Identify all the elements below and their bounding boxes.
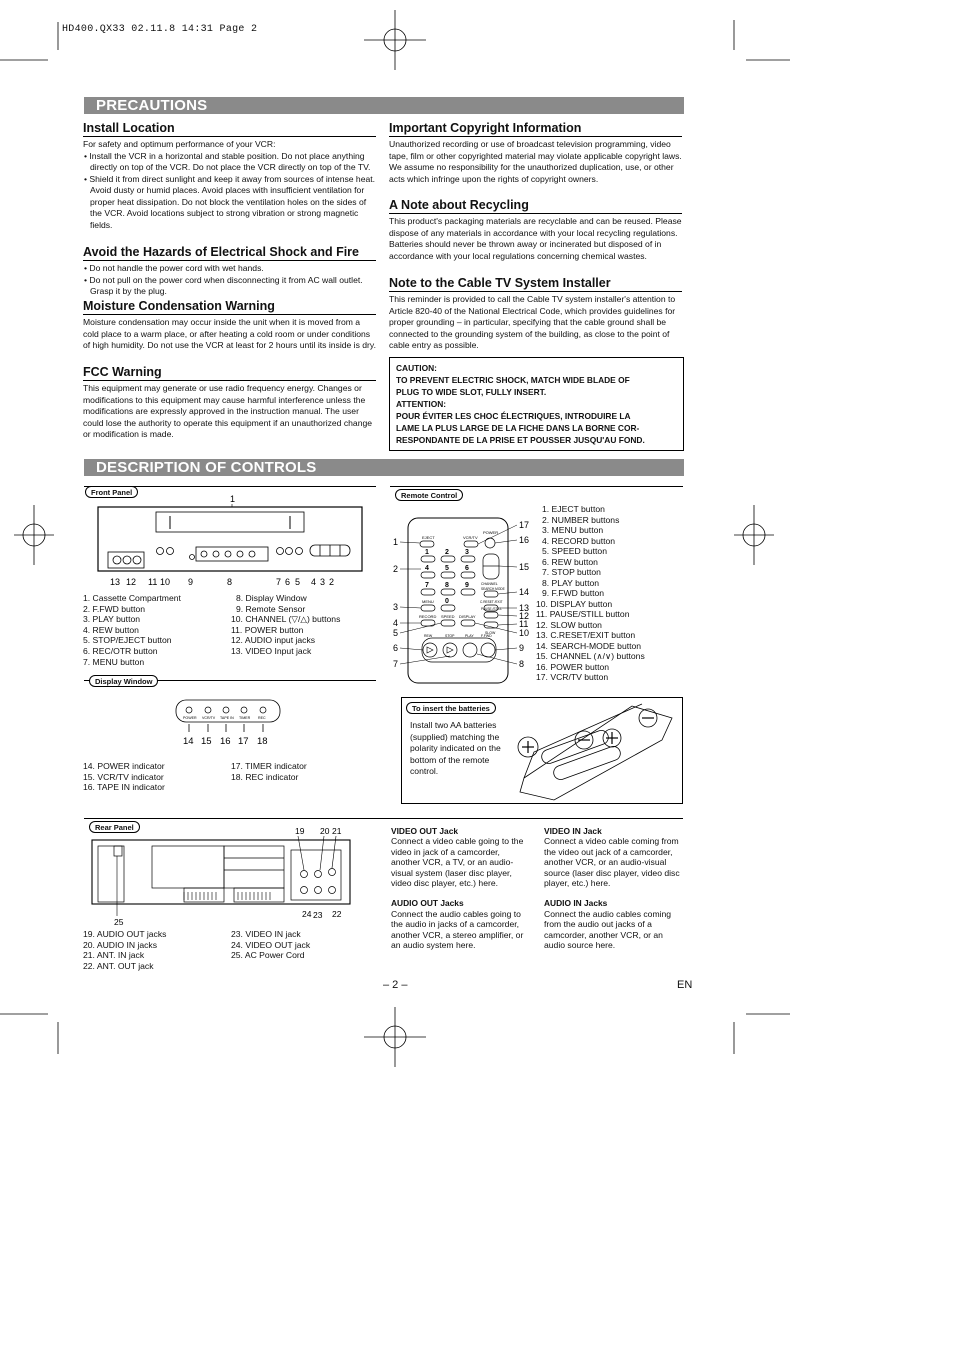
ant-in-jack bbox=[329, 869, 336, 876]
display-key bbox=[461, 620, 475, 626]
audio-out-jack bbox=[301, 871, 308, 878]
batteries-tag: To insert the batteries bbox=[406, 702, 496, 714]
rec-indicator bbox=[260, 707, 266, 713]
indicator-label-vcrtv: VCR/TV bbox=[202, 716, 216, 720]
install-location-heading: Install Location bbox=[83, 121, 376, 137]
rear-callout-19: 19 bbox=[295, 826, 305, 836]
key-label-rew: REW bbox=[424, 634, 433, 638]
key-label-search: SEARCH MODE bbox=[481, 587, 505, 591]
display-legend-left bbox=[83, 761, 165, 793]
rear-callout-21: 21 bbox=[332, 826, 342, 836]
play-key bbox=[463, 643, 477, 657]
indicator-label-rec: REC bbox=[258, 716, 266, 720]
front-legend-item: 13. VIDEO Input jack bbox=[231, 645, 312, 656]
remote-callout-10: 10 bbox=[519, 628, 530, 638]
front-callout-2: 2 bbox=[329, 577, 335, 587]
language-code: EN bbox=[677, 979, 693, 991]
video-out-title: VIDEO OUT Jack bbox=[391, 826, 459, 836]
remote-legend-item: 12. SLOW button bbox=[536, 619, 602, 630]
remote-digit-8: 8 bbox=[445, 582, 449, 589]
front-legend-item: 2. F.FWD button bbox=[83, 603, 146, 614]
rew-key bbox=[423, 643, 437, 657]
eject-key bbox=[420, 541, 434, 547]
search-key bbox=[484, 591, 498, 597]
front-callout-7: 7 bbox=[276, 577, 282, 587]
install-intro: For safety and optimum performance of your VCR: bbox=[83, 139, 276, 149]
remote-callout-11: 11 bbox=[519, 619, 529, 629]
batteries-box bbox=[401, 697, 683, 804]
remote-legend-item: 10. DISPLAY button bbox=[536, 598, 613, 609]
page-number: – 2 – bbox=[383, 979, 408, 991]
remote-legend-item: 1. EJECT button bbox=[542, 504, 605, 514]
front-legend-item: 9. Remote Sensor bbox=[236, 603, 306, 614]
ant-out-jack bbox=[329, 887, 336, 894]
battery-insertion-illustration bbox=[512, 700, 682, 802]
menu-key bbox=[421, 605, 435, 611]
front-legend-right bbox=[231, 593, 340, 657]
caution-line-2: TO PREVENT ELECTRIC SHOCK, MATCH WIDE BLADE OF bbox=[396, 375, 630, 385]
remote-callout-5: 5 bbox=[393, 628, 399, 638]
video-in-title: VIDEO IN Jack bbox=[544, 826, 602, 836]
video-out-jack bbox=[301, 887, 308, 894]
controls-title: DESCRIPTION OF CONTROLS bbox=[84, 459, 684, 476]
rear-legend-item: 19. AUDIO OUT jacks bbox=[83, 929, 167, 939]
remote-legend-item: 15. CHANNEL (∧/∨) buttons bbox=[536, 651, 645, 661]
key-label-record: RECORD bbox=[419, 614, 437, 619]
remote-digit-3: 3 bbox=[465, 549, 469, 556]
ac-cord-mark bbox=[114, 846, 122, 856]
remote-callout-6: 6 bbox=[393, 643, 399, 653]
caution-line-4: ATTENTION: bbox=[396, 399, 447, 409]
display-legend-item: 16. TAPE IN indicator bbox=[83, 782, 165, 793]
pause-key bbox=[484, 612, 498, 618]
shock-bullet-2: • Do not pull on the power cord when disconnecting it from AC wall outlet. Grasp it by the plug. bbox=[84, 274, 363, 296]
key-label-stop: STOP bbox=[445, 634, 455, 638]
remote-legend-item: 11. PAUSE/STILL button bbox=[536, 609, 630, 619]
tapein-indicator bbox=[223, 707, 229, 713]
caution-line-5: POUR ÉVITER LES CHOC ÉLECTRIQUES, INTRODUIRE LA bbox=[396, 411, 631, 421]
front-callout-8: 8 bbox=[227, 577, 233, 587]
recycling-section bbox=[389, 198, 682, 262]
front-callout-11: 11 bbox=[148, 577, 158, 587]
power-indicator bbox=[186, 707, 192, 713]
rear-panel-tag: Rear Panel bbox=[89, 821, 140, 833]
front-callout-1: 1 bbox=[230, 494, 236, 504]
front-legend-item: 3. PLAY button bbox=[83, 614, 141, 625]
display-callout-18: 18 bbox=[257, 736, 268, 747]
audio-out-text: Connect the audio cables going to the audio in jacks of a camcorder, another VCR, a stereo amplifier, or an audio system here. bbox=[391, 908, 524, 951]
recycling-heading: A Note about Recycling bbox=[389, 198, 682, 214]
video-in-jack bbox=[315, 887, 322, 894]
caution-line-3: PLUG TO WIDE SLOT, FULLY INSERT. bbox=[396, 387, 547, 397]
remote-legend-item: 6. REW button bbox=[542, 556, 598, 567]
key-label-power: POWER bbox=[483, 530, 499, 535]
remote-digit-0: 0 bbox=[445, 598, 449, 605]
vcrtv-key bbox=[464, 541, 478, 547]
vcr-rear-body bbox=[92, 840, 350, 904]
display-legend-item: 17. TIMER indicator bbox=[231, 761, 307, 771]
zero-key bbox=[441, 605, 455, 611]
remote-digit-6: 6 bbox=[465, 565, 469, 572]
display-legend-item: 14. POWER indicator bbox=[83, 761, 165, 771]
display-legend-item: 18. REC indicator bbox=[231, 771, 299, 782]
remote-digit-2: 2 bbox=[445, 549, 449, 556]
remote-legend-item: 8. PLAY button bbox=[542, 577, 600, 588]
recycling-text: This product's packaging materials are recyclable and can be reused. Please dispose of any materials in accordance with your local recycling regulations. Batteries should never be thrown away or incinerated but disposed of in accordance with your local regulations concerning chemical wastes. bbox=[389, 216, 682, 261]
stop-key bbox=[443, 643, 457, 657]
indicator-label-timer: TIMER bbox=[239, 716, 251, 720]
remote-legend-item: 9. F.FWD button bbox=[542, 588, 605, 598]
rear-panel-diagram bbox=[84, 824, 374, 930]
power-key bbox=[485, 538, 495, 548]
remote-callout-1: 1 bbox=[393, 537, 399, 547]
remote-callout-4: 4 bbox=[393, 618, 399, 628]
key-label-speed: SPEED bbox=[441, 614, 455, 619]
front-callout-3: 3 bbox=[320, 577, 326, 587]
caution-line-6: LAME LA PLUS LARGE DE LA FICHE DANS LA BORNE COR- bbox=[396, 423, 640, 433]
indicator-label-power: POWER bbox=[183, 716, 197, 720]
remote-legend-item: 17. VCR/TV button bbox=[536, 672, 609, 682]
install-bullet-1: • Install the VCR in a horizontal and stable position. Do not place anything directly on top of the VCR. Do not place the VCR directly on top of the TV. bbox=[84, 150, 371, 172]
front-legend-left bbox=[83, 593, 181, 667]
front-legend-item: 1. Cassette Compartment bbox=[83, 593, 181, 603]
key-label-display: DISPLAY bbox=[459, 614, 476, 619]
rear-legend-item: 22. ANT. OUT jack bbox=[83, 960, 154, 971]
key-label-eject: EJECT bbox=[422, 535, 435, 540]
rear-callout-20: 20 bbox=[320, 826, 330, 836]
display-callout-17: 17 bbox=[238, 736, 249, 747]
remote-legend-item: 13. C.RESET/EXIT button bbox=[536, 630, 636, 640]
rear-legend-left bbox=[83, 929, 166, 971]
remote-callout-3: 3 bbox=[393, 602, 399, 612]
front-callout-4: 4 bbox=[311, 577, 317, 587]
divider-rear-top bbox=[84, 818, 683, 819]
shock-bullet-1: • Do not handle the power cord with wet hands. bbox=[84, 263, 264, 273]
moisture-section bbox=[83, 299, 376, 352]
front-callout-10: 10 bbox=[160, 577, 171, 587]
copyright-section bbox=[389, 121, 682, 185]
front-legend-item: 4. REW button bbox=[83, 624, 139, 635]
speed-key bbox=[441, 620, 455, 626]
remote-digit-5: 5 bbox=[445, 565, 449, 572]
remote-digit-4: 4 bbox=[425, 565, 429, 572]
key-label-slow: SLOW bbox=[485, 631, 496, 635]
display-callout-16: 16 bbox=[220, 736, 231, 747]
rear-legend-right bbox=[231, 929, 310, 961]
fcc-heading: FCC Warning bbox=[83, 365, 376, 381]
remote-callout-13: 13 bbox=[519, 603, 530, 613]
remote-legend-item: 16. POWER button bbox=[536, 661, 610, 672]
key-label-vcrtv: VCR/TV bbox=[463, 535, 478, 540]
front-callout-9: 9 bbox=[188, 577, 194, 587]
rear-callout-22: 22 bbox=[332, 909, 342, 919]
remote-legend-item: 2. NUMBER buttons bbox=[542, 514, 620, 525]
remote-callout-2: 2 bbox=[393, 564, 399, 574]
vcr-body bbox=[98, 507, 362, 571]
front-legend-item: 8. Display Window bbox=[236, 593, 307, 603]
rear-callout-25: 25 bbox=[114, 917, 124, 927]
rear-callout-23: 23 bbox=[313, 910, 323, 920]
fcc-text: This equipment may generate or use radio frequency energy. Changes or modifications to this equipment may cause harmful interference unless the modifications are expressly approved in the instruction manual. The user could lose the authority to operate this equipment if an unauthorized change or modification is made. bbox=[83, 383, 373, 439]
shock-section bbox=[83, 245, 376, 298]
rear-legend-item: 25. AC Power Cord bbox=[231, 950, 305, 961]
remote-callout-17: 17 bbox=[519, 520, 530, 530]
rear-callout-24: 24 bbox=[302, 909, 312, 919]
video-out-text: Connect a video cable going to the video in jack of a camcorder, another VCR, a TV, or an audio-visual system (laser disc player, video disc player, etc.) here. bbox=[391, 836, 524, 889]
cable-installer-heading: Note to the Cable TV System Installer bbox=[389, 276, 682, 292]
remote-callout-8: 8 bbox=[519, 659, 525, 669]
display-callout-15: 15 bbox=[201, 736, 212, 747]
remote-callout-16: 16 bbox=[519, 535, 530, 545]
key-label-pause: PAUSE /STILL bbox=[481, 607, 502, 611]
video-in-text: Connect a video cable coming from the video out jack of a camcorder, another VCR, or an audio-visual source (laser disc player, video disc player, etc.) here. bbox=[544, 836, 680, 889]
moisture-heading: Moisture Condensation Warning bbox=[83, 299, 376, 315]
key-label-menu: MENU bbox=[422, 599, 434, 604]
remote-legend bbox=[536, 504, 645, 683]
remote-legend-item: 7. STOP button bbox=[542, 567, 601, 577]
precautions-title: PRECAUTIONS bbox=[84, 97, 684, 114]
audio-in-jack bbox=[315, 871, 322, 878]
moisture-text: Moisture condensation may occur inside the unit when it is moved from a cold place to a warm place, or after heating a cold room or under conditions of high humidity. Do not use the VCR at least for 2 hours until its inside is dry. bbox=[83, 317, 376, 350]
front-legend-item: 12. AUDIO input jacks bbox=[231, 635, 316, 646]
ffwd-key bbox=[481, 643, 495, 657]
remote-digit-7: 7 bbox=[425, 582, 429, 589]
jacks-column-left bbox=[391, 826, 531, 960]
key-label-channel: CHANNEL bbox=[481, 582, 498, 586]
rear-legend-item: 20. AUDIO IN jacks bbox=[83, 939, 158, 950]
audio-in-title: AUDIO IN Jacks bbox=[544, 898, 608, 909]
copyright-heading: Important Copyright Information bbox=[389, 121, 682, 137]
front-panel-tag: Front Panel bbox=[85, 486, 138, 498]
slow-key bbox=[484, 622, 498, 628]
rear-legend-item: 21. ANT. IN jack bbox=[83, 950, 145, 961]
install-bullet-2: • Shield it from direct sunlight and keep it away from sources of intense heat. Avoid dusty or humid places. Avoid places with insufficient ventilation for proper heat dissipation. Do not block the ventilation holes on the sides of the VCR. Avoid locations subject to strong vibration or strong magnetic fields. bbox=[84, 173, 376, 230]
front-callout-5: 5 bbox=[295, 577, 301, 587]
audio-in-text: Connect the audio cables coming from the audio out jacks of a camcorder, another VCR, or an audio source here. bbox=[544, 908, 672, 951]
shock-heading: Avoid the Hazards of Electrical Shock and Fire bbox=[83, 245, 376, 261]
key-label-creset: C.RESET /EXIT bbox=[480, 600, 503, 604]
front-callout-12: 12 bbox=[126, 577, 137, 587]
front-legend-item: 7. MENU button bbox=[83, 656, 145, 667]
rear-legend-item: 24. VIDEO OUT jack bbox=[231, 939, 311, 950]
display-legend-right bbox=[231, 761, 307, 782]
copyright-text: Unauthorized recording or use of broadcast television programming, video tape, film or other copyrighted material may violate applicable copyright laws. We assume no responsibility for the unauthorized duplication, use, or other acts which infringe upon the rights of copyright owners. bbox=[389, 139, 682, 184]
cable-installer-section bbox=[389, 276, 682, 352]
cable-installer-text: This reminder is provided to call the Cable TV system installer's attention to Article 820-40 of the National Electrical Code, which provides guidelines for proper grounding – in particular, specifying that the cable ground shall be connected to the grounding system of the building, as close to the point of cable entry as possible. bbox=[389, 294, 676, 350]
remote-legend-item: 4. RECORD button bbox=[542, 535, 616, 546]
front-callout-13: 13 bbox=[110, 577, 121, 587]
caution-box bbox=[389, 357, 684, 451]
remote-callout-9: 9 bbox=[519, 643, 525, 653]
display-legend-item: 15. VCR/TV indicator bbox=[83, 771, 164, 782]
remote-digit-1: 1 bbox=[425, 549, 429, 556]
timer-indicator bbox=[241, 707, 247, 713]
remote-callout-12: 12 bbox=[519, 611, 530, 621]
channel-keys bbox=[483, 554, 499, 579]
front-legend-item: 6. REC/OTR button bbox=[83, 645, 158, 656]
front-legend-item: 5. STOP/EJECT button bbox=[83, 635, 172, 646]
front-panel-diagram bbox=[84, 490, 379, 590]
remote-callout-15: 15 bbox=[519, 562, 530, 572]
remote-callout-14: 14 bbox=[519, 587, 530, 597]
key-label-play: PLAY bbox=[465, 634, 474, 638]
display-callout-14: 14 bbox=[183, 736, 194, 747]
remote-callout-7: 7 bbox=[393, 659, 399, 669]
remote-control-tag: Remote Control bbox=[395, 489, 463, 501]
remote-digit-9: 9 bbox=[465, 582, 469, 589]
remote-legend-item: 5. SPEED button bbox=[542, 546, 607, 556]
remote-control-diagram bbox=[390, 510, 535, 690]
jacks-column-right bbox=[544, 826, 684, 960]
remote-legend-item: 3. MENU button bbox=[542, 525, 604, 535]
indicator-label-tapein: TAPE IN bbox=[220, 716, 234, 720]
front-legend-item: 11. POWER button bbox=[231, 624, 304, 635]
vcrtv-indicator bbox=[205, 707, 211, 713]
audio-out-title: AUDIO OUT Jacks bbox=[391, 898, 464, 909]
caution-line-1: CAUTION: bbox=[396, 363, 437, 373]
batteries-text: Install two AA batteries (supplied) matching the polarity indicated on the bottom of the remote control. bbox=[410, 720, 501, 776]
install-location-section bbox=[83, 121, 376, 231]
remote-legend-item: 14. SEARCH-MODE button bbox=[536, 640, 642, 651]
key-label-ffwd: F.FWD bbox=[481, 634, 492, 638]
front-legend-item: 10. CHANNEL (▽/△) buttons bbox=[231, 614, 341, 625]
divider-remote-top bbox=[390, 486, 683, 487]
fcc-section bbox=[83, 365, 376, 441]
caution-line-7: RESPONDANTE DE LA PRISE ET POUSSER JUSQU'AU FOND. bbox=[396, 435, 645, 445]
display-window-diagram bbox=[174, 698, 284, 750]
print-slug: HD400.QX33 02.11.8 14:31 Page 2 bbox=[62, 24, 258, 35]
front-callout-6: 6 bbox=[285, 577, 291, 587]
display-window-tag: Display Window bbox=[89, 675, 158, 687]
rear-legend-item: 23. VIDEO IN jack bbox=[231, 929, 301, 939]
